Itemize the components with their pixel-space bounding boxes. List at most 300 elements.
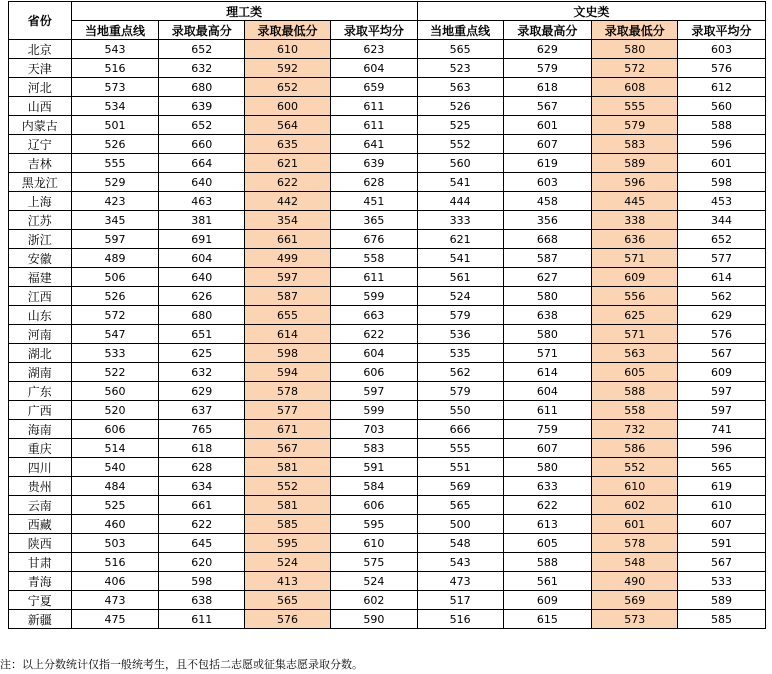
score-cell: 625 [159,344,245,363]
min-score-cell: 565 [245,591,331,610]
table-row [9,97,766,116]
min-score-cell: 579 [592,116,678,135]
score-cell: 536 [417,325,503,344]
score-cell: 501 [71,116,159,135]
min-score-cell: 652 [245,78,331,97]
min-score-cell: 671 [245,420,331,439]
score-cell: 623 [330,40,417,59]
footnote: 注：以上分数统计仅指一般统考生，且不包括二志愿或征集志愿录取分数。 [0,658,363,671]
score-cell: 571 [503,344,592,363]
score-cell: 632 [159,363,245,382]
min-score-cell: 661 [245,230,331,249]
score-cell: 612 [678,78,766,97]
table-row [9,230,766,249]
score-cell: 591 [330,458,417,477]
score-cell: 639 [330,154,417,173]
score-cell: 619 [678,477,766,496]
score-cell: 585 [678,610,766,629]
score-cell: 540 [71,458,159,477]
score-cell: 572 [71,306,159,325]
score-cell: 577 [678,249,766,268]
score-cell: 603 [503,173,592,192]
province-cell: 陕西 [9,534,72,553]
min-score-cell: 610 [592,477,678,496]
min-score-cell: 622 [245,173,331,192]
min-score-cell: 610 [245,40,331,59]
score-cell: 525 [417,116,503,135]
score-cell: 584 [330,477,417,496]
province-cell: 海南 [9,420,72,439]
table-row [9,515,766,534]
score-cell: 551 [417,458,503,477]
column-header: 当地重点线 [417,21,503,40]
min-score-cell: 490 [592,572,678,591]
min-score-cell: 581 [245,496,331,515]
min-score-cell: 597 [245,268,331,287]
province-cell: 云南 [9,496,72,515]
province-cell: 江西 [9,287,72,306]
score-cell: 604 [159,249,245,268]
score-cell: 517 [417,591,503,610]
score-cell: 618 [159,439,245,458]
table-header [9,2,766,40]
table-row [9,572,766,591]
score-cell: 333 [417,211,503,230]
score-cell: 607 [678,515,766,534]
score-cell: 423 [71,192,159,211]
province-cell: 西藏 [9,515,72,534]
table-row [9,496,766,515]
score-cell: 453 [678,192,766,211]
score-cell: 567 [678,344,766,363]
score-cell: 588 [503,553,592,572]
table-row [9,439,766,458]
province-cell: 内蒙古 [9,116,72,135]
min-score-cell: 445 [592,192,678,211]
group-header-science: 理工类 [71,2,417,21]
score-cell: 619 [503,154,592,173]
min-score-cell: 571 [592,249,678,268]
score-cell: 526 [71,287,159,306]
min-score-cell: 338 [592,211,678,230]
score-cell: 634 [159,477,245,496]
score-cell: 522 [71,363,159,382]
column-header: 录取最高分 [503,21,592,40]
score-cell: 590 [330,610,417,629]
score-cell: 526 [71,135,159,154]
province-cell: 山东 [9,306,72,325]
score-cell: 444 [417,192,503,211]
score-cell: 603 [678,40,766,59]
min-score-cell: 581 [245,458,331,477]
score-cell: 524 [417,287,503,306]
score-cell: 638 [159,591,245,610]
score-cell: 587 [503,249,592,268]
score-cell: 611 [330,97,417,116]
score-cell: 560 [417,154,503,173]
score-cell: 567 [678,553,766,572]
table-row [9,192,766,211]
province-cell: 上海 [9,192,72,211]
score-cell: 615 [503,610,592,629]
score-cell: 609 [503,591,592,610]
score-cell: 567 [503,97,592,116]
score-cell: 595 [330,515,417,534]
score-cell: 541 [417,173,503,192]
province-cell: 甘肃 [9,553,72,572]
table-row [9,249,766,268]
min-score-cell: 583 [592,135,678,154]
score-cell: 611 [330,116,417,135]
province-cell: 江苏 [9,211,72,230]
score-cell: 661 [159,496,245,515]
score-cell: 680 [159,306,245,325]
score-cell: 345 [71,211,159,230]
score-cell: 629 [503,40,592,59]
score-cell: 576 [678,59,766,78]
min-score-cell: 602 [592,496,678,515]
score-cell: 579 [417,382,503,401]
min-score-cell: 586 [592,439,678,458]
score-cell: 484 [71,477,159,496]
score-cell: 547 [71,325,159,344]
min-score-cell: 556 [592,287,678,306]
table-row [9,553,766,572]
table-row [9,325,766,344]
score-cell: 604 [330,59,417,78]
score-cell: 606 [330,363,417,382]
min-score-cell: 621 [245,154,331,173]
score-cell: 632 [159,59,245,78]
province-cell: 湖北 [9,344,72,363]
table-row [9,173,766,192]
score-cell: 660 [159,135,245,154]
score-cell: 601 [678,154,766,173]
table-row [9,610,766,629]
min-score-cell: 589 [592,154,678,173]
column-header: 当地重点线 [71,21,159,40]
score-cell: 676 [330,230,417,249]
province-cell: 黑龙江 [9,173,72,192]
score-cell: 406 [71,572,159,591]
score-cell: 639 [159,97,245,116]
province-cell: 广西 [9,401,72,420]
score-cell: 573 [71,78,159,97]
score-cell: 607 [503,135,592,154]
score-cell: 543 [417,553,503,572]
province-cell: 河南 [9,325,72,344]
score-cell: 533 [678,572,766,591]
score-cell: 560 [678,97,766,116]
min-score-cell: 601 [592,515,678,534]
score-cell: 563 [417,78,503,97]
table-row [9,59,766,78]
score-cell: 541 [417,249,503,268]
score-cell: 741 [678,420,766,439]
min-score-cell: 577 [245,401,331,420]
score-cell: 613 [503,515,592,534]
score-cell: 601 [503,116,592,135]
group-header-liberal-arts: 文史类 [417,2,765,21]
score-cell: 565 [678,458,766,477]
score-cell: 535 [417,344,503,363]
score-cell: 641 [330,135,417,154]
min-score-cell: 569 [592,591,678,610]
score-cell: 381 [159,211,245,230]
min-score-cell: 564 [245,116,331,135]
admission-scores-table [8,1,766,629]
min-score-cell: 608 [592,78,678,97]
score-cell: 561 [503,572,592,591]
min-score-cell: 580 [592,40,678,59]
min-score-cell: 636 [592,230,678,249]
score-cell: 579 [503,59,592,78]
score-cell: 651 [159,325,245,344]
score-cell: 588 [678,116,766,135]
province-cell: 青海 [9,572,72,591]
province-cell: 山西 [9,97,72,116]
table-row [9,363,766,382]
column-header: 录取平均分 [330,21,417,40]
table-row [9,591,766,610]
min-score-cell: 524 [245,553,331,572]
score-cell: 516 [71,59,159,78]
min-score-cell: 548 [592,553,678,572]
score-cell: 523 [417,59,503,78]
column-header-highlighted: 录取最低分 [245,21,331,40]
province-cell: 福建 [9,268,72,287]
score-cell: 652 [678,230,766,249]
score-cell: 596 [678,135,766,154]
score-cell: 552 [417,135,503,154]
score-cell: 589 [678,591,766,610]
score-cell: 611 [159,610,245,629]
score-cell: 602 [330,591,417,610]
min-score-cell: 442 [245,192,331,211]
table-row [9,268,766,287]
min-score-cell: 625 [592,306,678,325]
score-cell: 503 [71,534,159,553]
score-cell: 622 [159,515,245,534]
score-cell: 598 [678,173,766,192]
score-cell: 569 [417,477,503,496]
table-row [9,40,766,59]
score-cell: 691 [159,230,245,249]
province-cell: 新疆 [9,610,72,629]
table-body [9,40,766,629]
min-score-cell: 600 [245,97,331,116]
table-row [9,154,766,173]
score-cell: 555 [417,439,503,458]
table-row [9,135,766,154]
score-cell: 645 [159,534,245,553]
score-cell: 622 [330,325,417,344]
province-cell: 广东 [9,382,72,401]
province-cell: 北京 [9,40,72,59]
score-cell: 703 [330,420,417,439]
score-cell: 562 [417,363,503,382]
score-cell: 344 [678,211,766,230]
score-cell: 614 [678,268,766,287]
score-cell: 565 [417,40,503,59]
table-row [9,116,766,135]
min-score-cell: 585 [245,515,331,534]
table-row [9,344,766,363]
score-cell: 611 [503,401,592,420]
min-score-cell: 609 [592,268,678,287]
min-score-cell: 354 [245,211,331,230]
score-cell: 597 [678,382,766,401]
score-cell: 526 [417,97,503,116]
score-cell: 555 [71,154,159,173]
score-cell: 516 [417,610,503,629]
score-cell: 591 [678,534,766,553]
province-cell: 湖南 [9,363,72,382]
score-cell: 606 [330,496,417,515]
score-cell: 604 [503,382,592,401]
score-cell: 599 [330,401,417,420]
min-score-cell: 592 [245,59,331,78]
column-header: 录取最高分 [159,21,245,40]
score-cell: 611 [330,268,417,287]
score-cell: 460 [71,515,159,534]
column-header: 录取平均分 [678,21,766,40]
province-cell: 吉林 [9,154,72,173]
score-cell: 629 [159,382,245,401]
min-score-cell: 614 [245,325,331,344]
min-score-cell: 595 [245,534,331,553]
table-row [9,306,766,325]
score-cell: 652 [159,116,245,135]
score-cell: 637 [159,401,245,420]
province-column-header: 省份 [9,2,72,40]
score-cell: 562 [678,287,766,306]
min-score-cell: 576 [245,610,331,629]
province-cell: 安徽 [9,249,72,268]
min-score-cell: 655 [245,306,331,325]
min-score-cell: 552 [592,458,678,477]
min-score-cell: 635 [245,135,331,154]
score-cell: 640 [159,173,245,192]
group-header-row [9,2,766,21]
score-cell: 580 [503,458,592,477]
score-cell: 576 [678,325,766,344]
min-score-cell: 552 [245,477,331,496]
min-score-cell: 558 [592,401,678,420]
table-row [9,211,766,230]
score-cell: 597 [678,401,766,420]
score-cell: 605 [503,534,592,553]
score-cell: 604 [330,344,417,363]
score-cell: 596 [678,439,766,458]
province-cell: 宁夏 [9,591,72,610]
table-row [9,420,766,439]
score-cell: 628 [159,458,245,477]
province-cell: 辽宁 [9,135,72,154]
score-cell: 659 [330,78,417,97]
score-cell: 565 [417,496,503,515]
score-cell: 680 [159,78,245,97]
score-cell: 583 [330,439,417,458]
score-cell: 640 [159,268,245,287]
score-cell: 618 [503,78,592,97]
table-row [9,477,766,496]
column-header-highlighted: 录取最低分 [592,21,678,40]
score-cell: 598 [159,572,245,591]
min-score-cell: 587 [245,287,331,306]
table-row [9,382,766,401]
score-cell: 621 [417,230,503,249]
table-row [9,534,766,553]
min-score-cell: 499 [245,249,331,268]
score-cell: 610 [678,496,766,515]
score-cell: 548 [417,534,503,553]
score-cell: 558 [330,249,417,268]
min-score-cell: 413 [245,572,331,591]
score-cell: 520 [71,401,159,420]
score-cell: 668 [503,230,592,249]
score-cell: 560 [71,382,159,401]
table-row [9,287,766,306]
score-cell: 473 [71,591,159,610]
min-score-cell: 578 [245,382,331,401]
score-cell: 597 [330,382,417,401]
min-score-cell: 573 [592,610,678,629]
score-cell: 500 [417,515,503,534]
min-score-cell: 605 [592,363,678,382]
score-cell: 599 [330,287,417,306]
score-cell: 633 [503,477,592,496]
score-cell: 550 [417,401,503,420]
province-cell: 天津 [9,59,72,78]
province-cell: 浙江 [9,230,72,249]
score-cell: 516 [71,553,159,572]
score-cell: 543 [71,40,159,59]
score-cell: 514 [71,439,159,458]
score-cell: 356 [503,211,592,230]
score-cell: 663 [330,306,417,325]
table-row [9,78,766,97]
score-cell: 607 [503,439,592,458]
province-cell: 四川 [9,458,72,477]
score-cell: 533 [71,344,159,363]
score-cell: 561 [417,268,503,287]
score-cell: 610 [330,534,417,553]
province-cell: 重庆 [9,439,72,458]
min-score-cell: 732 [592,420,678,439]
score-cell: 580 [503,325,592,344]
score-cell: 765 [159,420,245,439]
score-cell: 627 [503,268,592,287]
min-score-cell: 596 [592,173,678,192]
min-score-cell: 594 [245,363,331,382]
score-cell: 473 [417,572,503,591]
score-cell: 597 [71,230,159,249]
score-cell: 475 [71,610,159,629]
score-cell: 626 [159,287,245,306]
min-score-cell: 572 [592,59,678,78]
table-row [9,458,766,477]
score-cell: 652 [159,40,245,59]
score-cell: 666 [417,420,503,439]
min-score-cell: 571 [592,325,678,344]
score-cell: 506 [71,268,159,287]
score-cell: 489 [71,249,159,268]
min-score-cell: 598 [245,344,331,363]
score-cell: 628 [330,173,417,192]
score-cell: 622 [503,496,592,515]
score-cell: 606 [71,420,159,439]
